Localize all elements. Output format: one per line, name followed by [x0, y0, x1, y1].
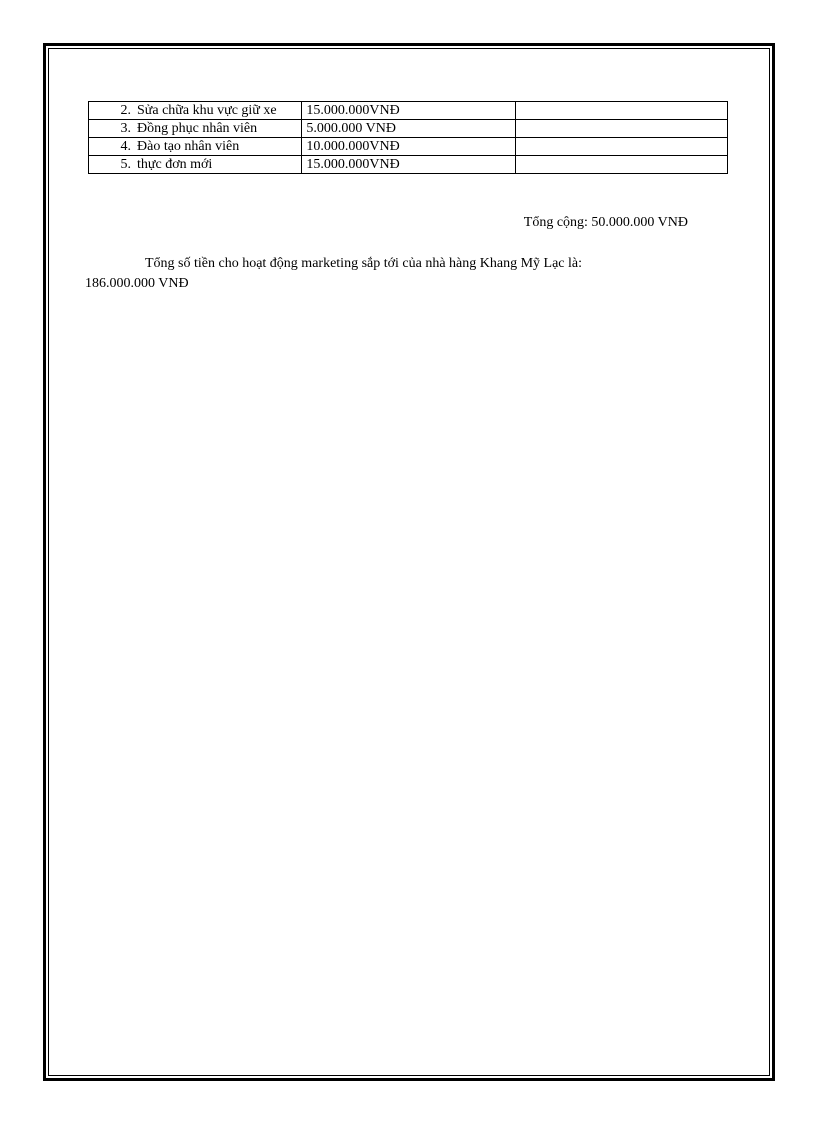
item-cell — [89, 102, 302, 120]
total-line: Tổng cộng: 50.000.000 VNĐ — [523, 215, 688, 230]
item-cell — [89, 120, 302, 138]
item-cell — [89, 156, 302, 174]
item-label: Đào tạo nhân viên — [137, 139, 240, 154]
item-number: 5. — [120, 157, 131, 172]
item-label: thực đơn mới — [137, 157, 213, 172]
summary-paragraph — [85, 254, 722, 294]
table-row — [89, 138, 728, 156]
table-row — [89, 102, 728, 120]
item-number: 2. — [120, 103, 131, 118]
budget-table — [88, 101, 728, 174]
item-label: Sửa chữa khu vực giữ xe — [137, 103, 277, 118]
summary-text: Tổng số tiền cho hoạt động marketing sắp tới của nhà hàng Khang Mỹ Lạc là: — [145, 256, 583, 271]
note-cell — [515, 102, 727, 120]
cost-cell: 15.000.000VNĐ — [302, 156, 515, 174]
item-cell — [89, 138, 302, 156]
note-cell — [515, 138, 727, 156]
table-row — [89, 156, 728, 174]
summary-amount: 186.000.000 VNĐ — [85, 276, 189, 291]
note-cell — [515, 120, 727, 138]
note-cell — [515, 156, 727, 174]
item-number: 4. — [120, 139, 131, 154]
item-number: 3. — [120, 121, 131, 136]
page-border-inner — [48, 48, 770, 1076]
item-label: Đồng phục nhân viên — [137, 121, 258, 136]
cost-cell: 5.000.000 VNĐ — [302, 120, 515, 138]
cost-cell: 10.000.000VNĐ — [302, 138, 515, 156]
cost-cell: 15.000.000VNĐ — [302, 102, 515, 120]
table-row — [89, 120, 728, 138]
